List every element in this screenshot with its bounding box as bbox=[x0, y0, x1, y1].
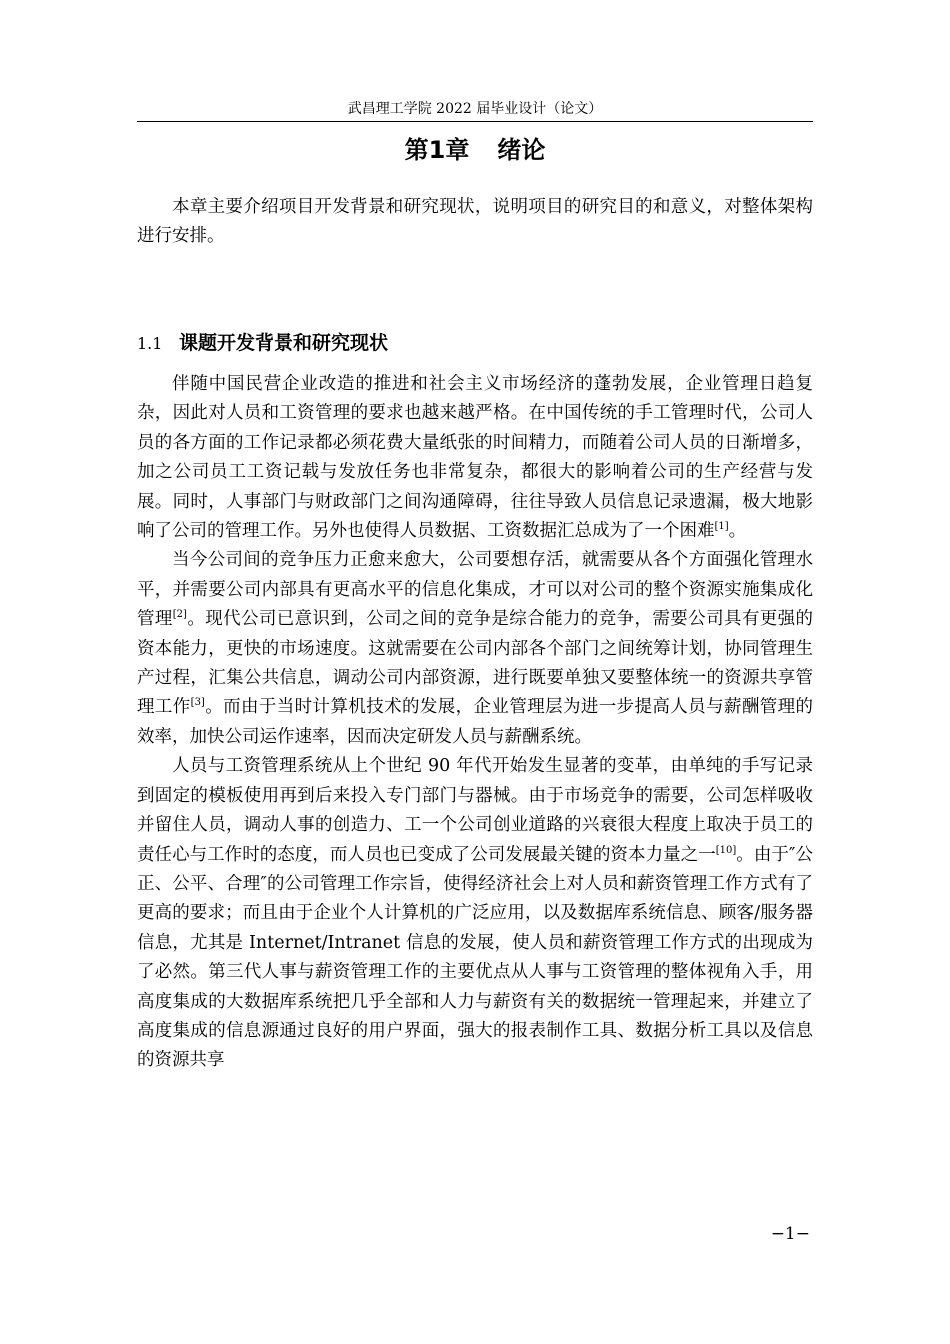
paragraph-text: 伴随中国民营企业改造的推进和社会主义市场经济的蓬勃发展，企业管理日趋复杂，因此对人员和工资管理的要求也越来越严格。在中国传统的手工管理时代，公司人员的各方面的工作记录都必须花费大量纸张的时间精力，而随着公司人员的日渐增多，加之公司员工工资记载与发放任务也非常复杂，都很大的影响着公司的生产经营与发展。同时，人事部门与财政部门之间沟通障碍，往往导致人员信息记录遗漏，极大地影响了公司的管理工作。另外也使得人员数据、工资数据汇总成为了一个困难 bbox=[137, 374, 813, 542]
paragraph-text: 。由于″公正、公平、合理″的公司管理工作宗旨，使得经济社会上对人员和薪资管理工作方式有了更高的要求；而且由于企业个人计算机的广泛应用，以及数据库系统信息、顾客/服务器信息，尤其是 Internet/Intranet 信息的发展，使人员和薪资管理工作方式的出现成为了必然。第三代人事与薪资管理工作的主要优点从人事与工资管理的整体视角入手，用高度集成的大数据库系统把几乎全部和人力与薪资有关的数据统一管理起来，并建立了高度集成的信息源通过良好的用户界面，强大的报表制作工具、数据分析工具以及信息的资源共享 bbox=[137, 844, 813, 1071]
paragraph-text: 。 bbox=[728, 521, 747, 542]
chapter-name: 绪论 bbox=[497, 136, 546, 164]
page-number: −1− bbox=[770, 1224, 810, 1244]
paragraph-text: 人员与工资管理系统从上个世纪 90 年代开始发生显著的变革，由单纯的手写记录到固定的模板使用再到后来投入专门部门与器械。由于市场竞争的需要，公司怎样吸收并留住人员，调动人事的创造力、工一个公司创业道路的兴衰很大程度上取决于员工的责任心与工作时的态度，而人员也已变成了公司发展最关键的资本力量之一 bbox=[137, 756, 813, 865]
chapter-intro bbox=[137, 193, 813, 252]
header-divider bbox=[137, 121, 813, 122]
paragraph-text: 。而由于当时计算机技术的发展，企业管理层为进一步提高人员与薪酬管理的效率，加快公司运作速率，因而决定研发人员与薪酬系统。 bbox=[137, 697, 814, 747]
intro-paragraph: 本章主要介绍项目开发背景和研究现状，说明项目的研究目的和意义，对整体架构进行安排。 bbox=[137, 197, 813, 247]
citation: [1] bbox=[714, 521, 729, 533]
section-heading bbox=[137, 329, 813, 358]
section-body bbox=[137, 370, 813, 1076]
paragraph-1 bbox=[137, 370, 813, 546]
citation: [10] bbox=[715, 844, 737, 856]
page-header: 武昌理工学院 2022 届毕业设计（论文） bbox=[347, 101, 603, 117]
citation: [3] bbox=[190, 697, 205, 709]
citation: [2] bbox=[172, 609, 187, 621]
paragraph-2 bbox=[137, 546, 813, 752]
chapter-number: 第1章 bbox=[404, 136, 470, 164]
paragraph-text: 当今公司间的竞争压力正愈来愈大，公司要想存活，就需要从各个方面强化管理水平，并需要公司内部具有更高水平的信息化集成，才可以对公司的整个资源实施集成化管理 bbox=[137, 550, 813, 630]
paragraph-3 bbox=[137, 752, 813, 1075]
chapter-title bbox=[137, 134, 813, 166]
section-title: 课题开发背景和研究现状 bbox=[179, 332, 389, 354]
paragraph-text: 。现代公司已意识到，公司之间的竞争是综合能力的竞争，需要公司具有更强的资本能力，更快的市场速度。这就需要在公司内部各个部门之间统筹计划，协同管理生产过程，汇集公共信息，调动公司内部资源，进行既要单独又要整体统一的资源共享管理工作 bbox=[137, 609, 814, 718]
section-number: 1.1 bbox=[137, 334, 163, 353]
